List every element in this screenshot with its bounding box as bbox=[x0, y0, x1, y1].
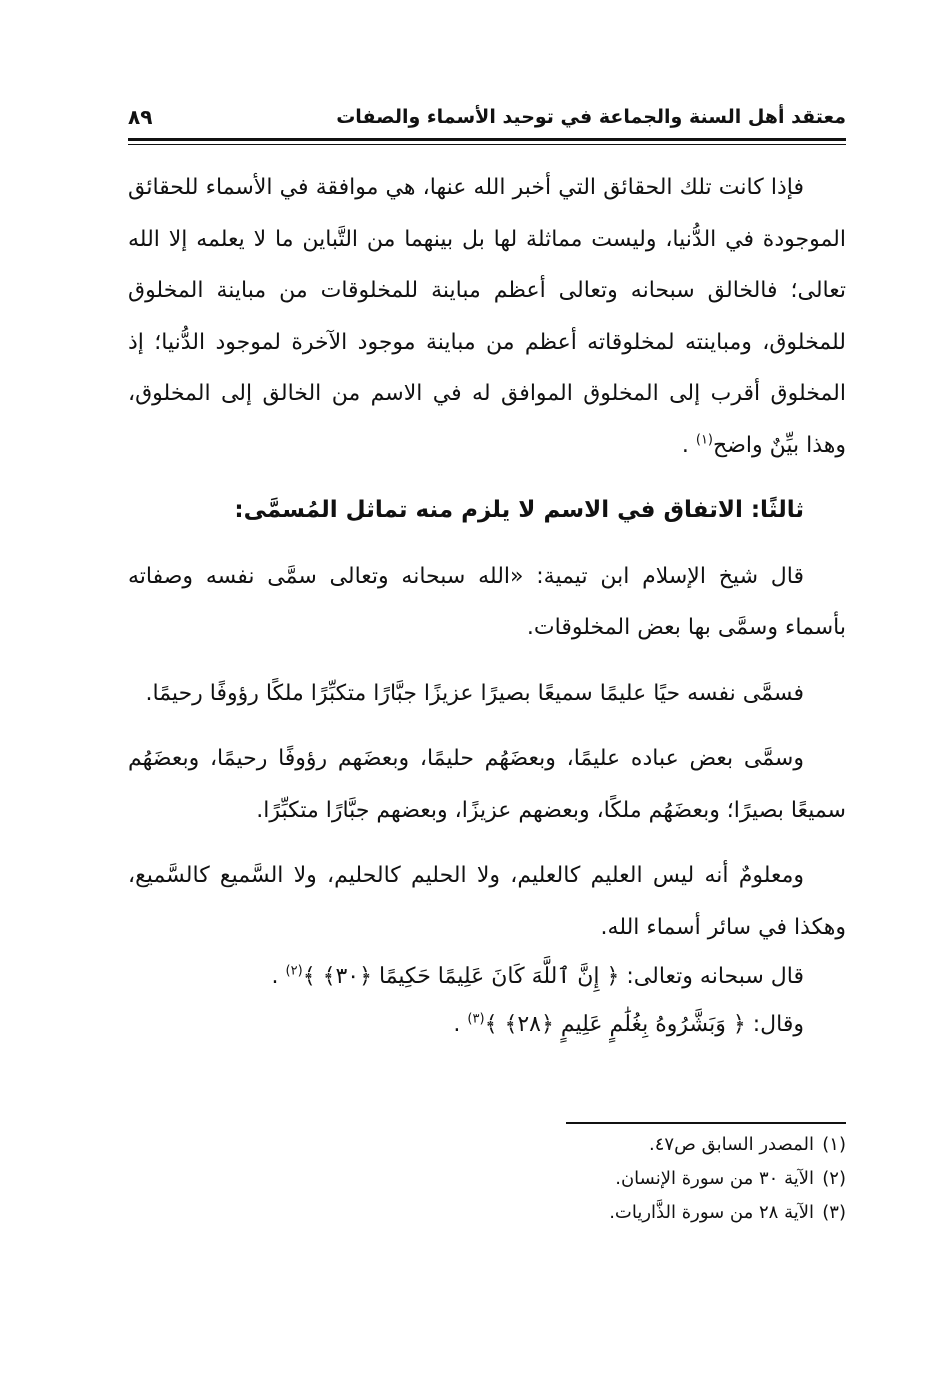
verse-1-intro: قال سبحانه وتعالى: bbox=[619, 964, 804, 989]
header-rule-thin bbox=[128, 144, 846, 145]
verse-2-intro: وقال: bbox=[745, 1012, 804, 1037]
footnote-ref-1: (١) bbox=[695, 432, 713, 448]
header-title: معتقد أهل السنة والجماعة في توحيد الأسماء والصفات bbox=[336, 106, 846, 128]
footnote-ref-2: (٢) bbox=[285, 963, 303, 979]
page-number: ٨٩ bbox=[128, 105, 153, 129]
footnote-1-text: المصدر السابق ص٤٧. bbox=[649, 1134, 814, 1155]
footnote-separator bbox=[566, 1122, 846, 1124]
paragraph-1-end: . bbox=[681, 432, 696, 458]
footnote-3-text: الآية ٢٨ من سورة الذَّاريات. bbox=[609, 1202, 814, 1223]
footnote-1 bbox=[128, 1128, 846, 1162]
footnote-3 bbox=[128, 1196, 846, 1230]
footnote-1-mark: (١) bbox=[822, 1134, 846, 1155]
paragraph-5: ومعلومٌ أنه ليس العليم كالعليم، ولا الحليم كالحليم، ولا السَّميع كالسَّميع، وهكذا في سائر أسماء الله. bbox=[128, 863, 846, 940]
footnote-3-mark: (٣) bbox=[822, 1202, 846, 1223]
paragraph-1 bbox=[128, 162, 846, 471]
footnote-2-mark: (٢) bbox=[822, 1168, 846, 1189]
verse-line-1 bbox=[128, 953, 846, 1001]
footnote-2 bbox=[128, 1162, 846, 1196]
verse-2-end: . bbox=[453, 1012, 468, 1037]
verse-line-2 bbox=[128, 1001, 846, 1049]
footnote-2-text: الآية ٣٠ من سورة الإنسان. bbox=[615, 1168, 814, 1189]
footnotes bbox=[128, 1128, 846, 1230]
main-text bbox=[128, 162, 846, 1049]
footnote-ref-3: (٣) bbox=[467, 1011, 485, 1027]
paragraph-4: وسمَّى بعض عباده عليمًا، وبعضَهُم حليمًا، وبعضَهم رؤوفًا رحيمًا، وبعضَهُم سميعًا بصيرًا؛ وبعضَهُم ملكًا، وبعضهم عزيزًا، وبعضهم جبَّارًا متكبِّرًا. bbox=[128, 746, 846, 823]
running-header bbox=[128, 100, 846, 134]
paragraph-2: قال شيخ الإسلام ابن تيمية: «الله سبحانه وتعالى سمَّى نفسه وصفاته بأسماء وسمَّى بها بعض المخلوقات. bbox=[128, 563, 846, 640]
section-heading: ثالثًا: الاتفاق في الاسم لا يلزم منه تماثل المُسمَّى: bbox=[234, 497, 804, 523]
verse-2-text: ﴿ وَبَشَّرُوهُ بِغُلَٰمٍ عَلِيمٍ ﴿٢٨﴾ ﴾ bbox=[484, 1012, 746, 1037]
paragraph-1-text: فإذا كانت تلك الحقائق التي أخبر الله عنها، هي موافقة في الأسماء للحقائق الموجودة في الدُّنيا، وليست مماثلة لها بل بينهما من التَّباين ما لا يعلمه إلا الله تعالى؛ فالخالق سبحانه وتعالى أعظم مباينة للمخلوقات من مباينة المخلوق للمخلوق، ومباينته لمخلوقاته أعظم من مباينة موجود الآخرة لموجود الدُّنيا؛ إذ المخلوق أقرب إلى المخلوق الموافق له في الاسم من الخالق إلى المخلوق، وهذا بيِّنٌ واضح bbox=[128, 175, 846, 458]
verse-1-end: . bbox=[271, 964, 286, 989]
verse-1-text: ﴿ إِنَّ ٱللَّهَ كَانَ عَلِيمًا حَكِيمًا ﴿٣٠﴾ ﴾ bbox=[302, 964, 620, 989]
header-rule-thick bbox=[128, 138, 846, 141]
paragraph-3: فسمَّى نفسه حيًا عليمًا سميعًا بصيرًا عزيزًا جبَّارًا متكبِّرًا ملكًا رؤوفًا رحيمًا. bbox=[145, 680, 804, 706]
